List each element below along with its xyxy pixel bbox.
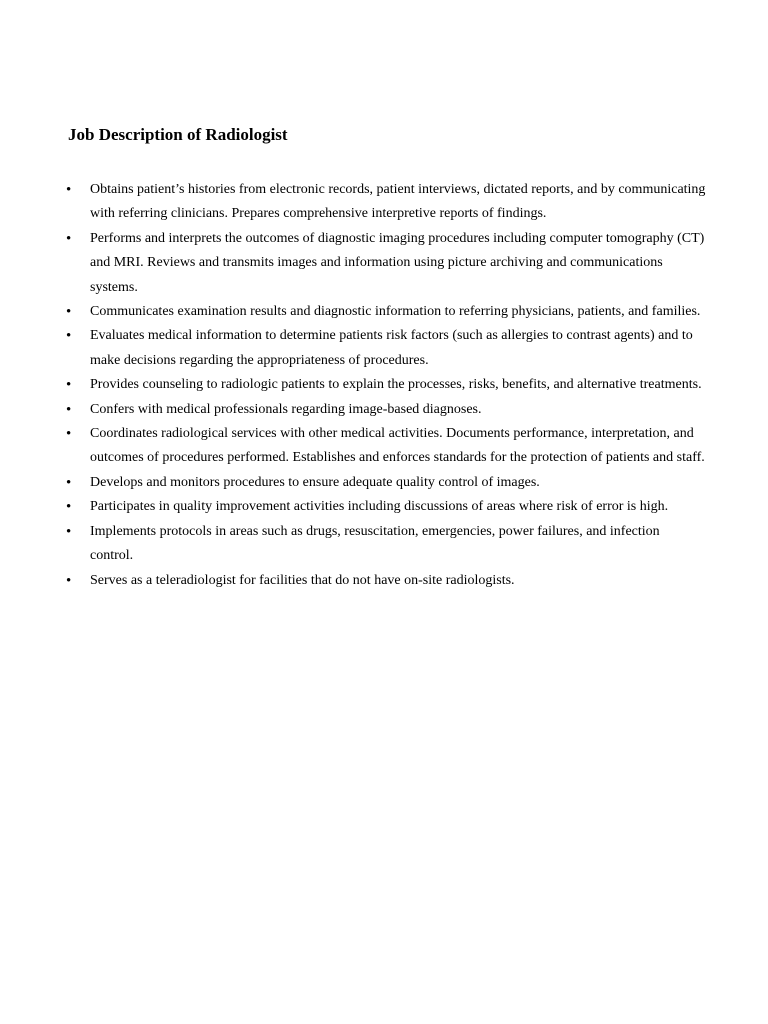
bullet-icon: • (66, 499, 72, 516)
list-item (66, 495, 706, 519)
bullet-icon: • (66, 401, 72, 418)
duties-list (66, 178, 706, 593)
list-item-text: Obtains patient’s histories from electronic records, patient interviews, dictated reports, and by communicating with referring clinicians. Prepares comprehensive interpretive reports of findings. (90, 182, 706, 222)
list-item (66, 471, 706, 495)
list-item-text: Serves as a teleradiologist for facilities that do not have on-site radiologists. (90, 572, 515, 588)
list-item-text: Communicates examination results and diagnostic information to referring physicians, patients, and families. (90, 304, 701, 320)
list-item-text: Confers with medical professionals regarding image-based diagnoses. (90, 401, 482, 417)
list-item (66, 227, 706, 300)
list-item-text: Participates in quality improvement activities including discussions of areas where risk of error is high. (90, 499, 669, 515)
bullet-icon: • (66, 377, 72, 394)
bullet-icon: • (66, 523, 72, 540)
list-item-text: Coordinates radiological services with other medical activities. Documents performance, interpretation, and outcomes of procedures performed. Establishes and enforces standards for the protection of patients and staff. (90, 426, 705, 466)
list-item-text: Performs and interprets the outcomes of diagnostic imaging procedures including computer tomography (CT) and MRI. Reviews and transmits images and information using picture archiving and communications systems. (90, 230, 705, 295)
list-item-text: Implements protocols in areas such as drugs, resuscitation, emergencies, power failures, and infection control. (90, 523, 660, 564)
bullet-icon: • (66, 426, 72, 443)
list-item (66, 324, 706, 373)
bullet-icon: • (66, 572, 72, 589)
bullet-icon: • (66, 230, 72, 247)
list-item-text: Develops and monitors procedures to ensure adequate quality control of images. (90, 474, 540, 490)
list-item (66, 300, 706, 324)
list-item-text: Provides counseling to radiologic patients to explain the processes, risks, benefits, and alternative treatments. (90, 377, 702, 393)
list-item (66, 422, 706, 471)
bullet-icon: • (66, 328, 72, 345)
document-title: Job Description of Radiologist (68, 125, 288, 144)
bullet-icon: • (66, 182, 72, 198)
bullet-icon: • (66, 304, 72, 321)
list-item (66, 520, 706, 569)
list-item (66, 178, 706, 227)
list-item (66, 373, 706, 397)
list-item (66, 398, 706, 422)
list-item (66, 569, 706, 593)
bullet-icon: • (66, 474, 72, 491)
list-item-text: Evaluates medical information to determine patients risk factors (such as allergies to contrast agents) and to make decisions regarding the appropriateness of procedures. (90, 328, 693, 368)
